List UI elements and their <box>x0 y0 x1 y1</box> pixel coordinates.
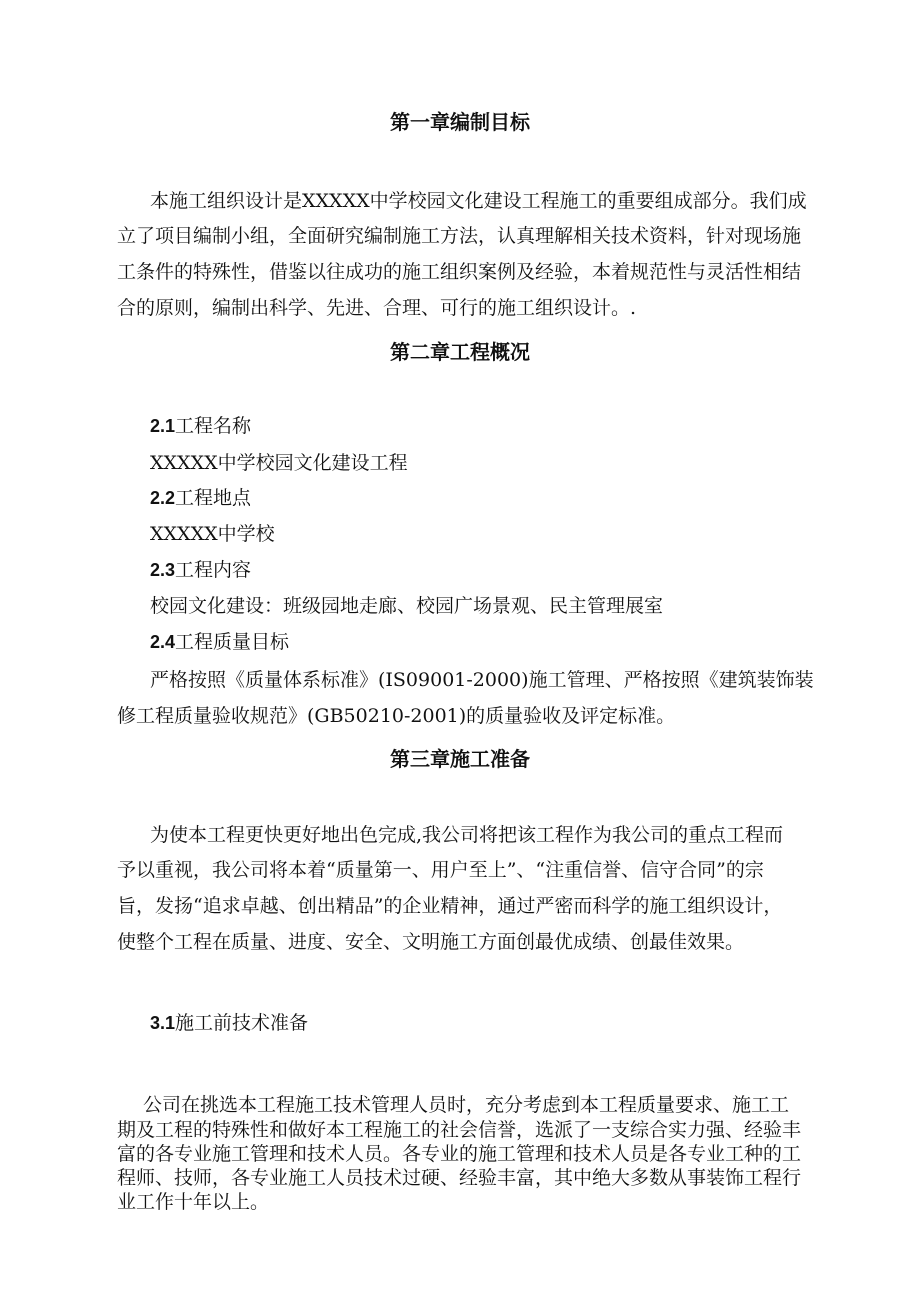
chapter1-line-2: 立了项目编制小组，全面研究编制施工方法，认真理解相关技术资料，针对现场施 <box>117 225 802 247</box>
chapter3-intro-line-2: 予以重视，我公司将本着“质量第一、用户至上”、“注重信誉、信守合同”的宗 <box>117 859 764 881</box>
chapter3-intro-line-3: 旨，发扬“追求卓越、创出精品”的企业精神，通过严密而科学的施工组织设计， <box>117 895 783 917</box>
section-2-4-heading <box>150 630 289 654</box>
section-title: 工程地点 <box>175 487 252 509</box>
section-title: 施工前技术准备 <box>175 1012 309 1034</box>
section-2-4-content-line-2: 修工程质量验收规范》(GB50210-2001)的质量验收及评定标准。 <box>117 705 676 727</box>
chapter1-title: 第一章编制目标 <box>390 110 530 134</box>
chapter3-title: 第三章施工准备 <box>390 747 530 771</box>
section-3-1-heading <box>150 1011 308 1035</box>
section-3-1-line-5: 业工作十年以上。 <box>117 1191 270 1213</box>
chapter1-line-1: 本施工组织设计是XXXXX中学校园文化建设工程施工的重要组成部分。我们成 <box>150 190 807 212</box>
section-2-2-heading <box>150 486 251 510</box>
section-title: 工程内容 <box>175 559 252 581</box>
section-number: 3.1 <box>150 1013 176 1033</box>
section-3-1-line-4: 程师、技师，各专业施工人员技术过硬、经验丰富，其中绝大多数从事装饰工程行 <box>117 1167 802 1189</box>
chapter2-title: 第二章工程概况 <box>390 340 530 364</box>
chapter3-intro-line-1: 为使本工程更快更好地出色完成,我公司将把该工程作为我公司的重点工程而 <box>150 824 784 846</box>
section-number: 2.1 <box>150 416 176 436</box>
section-title: 工程质量目标 <box>175 631 290 653</box>
section-2-2-content: XXXXX中学校 <box>150 523 275 545</box>
section-3-1-line-1: 公司在挑选本工程施工技术管理人员时，充分考虑到本工程质量要求、施工工 <box>143 1094 790 1116</box>
section-number: 2.4 <box>150 632 176 652</box>
chapter1-line-4: 合的原则，编制出科学、先进、合理、可行的施工组织设计。. <box>117 297 637 319</box>
section-number: 2.3 <box>150 560 176 580</box>
section-2-3-heading <box>150 558 251 582</box>
section-3-1-line-3: 富的各专业施工管理和技术人员。各专业的施工管理和技术人员是各专业工种的工 <box>117 1143 802 1165</box>
section-2-3-content: 校园文化建设：班级园地走廊、校园广场景观、民主管理展室 <box>150 595 664 617</box>
section-number: 2.2 <box>150 488 176 508</box>
section-2-1-heading <box>150 414 251 438</box>
section-2-4-content-line-1: 严格按照《质量体系标准》(IS09001-2000)施工管理、严格按照《建筑装饰装 <box>150 669 814 691</box>
section-2-1-content: XXXXX中学校园文化建设工程 <box>150 452 408 474</box>
section-3-1-line-2: 期及工程的特殊性和做好本工程施工的社会信誉，选派了一支综合实力强、经验丰 <box>117 1119 802 1141</box>
chapter3-intro-line-4: 使整个工程在质量、进度、安全、文明施工方面创最优成绩、创最佳效果。 <box>117 931 745 953</box>
section-title: 工程名称 <box>175 415 252 437</box>
chapter1-line-3: 工条件的特殊性，借鉴以往成功的施工组织案例及经验，本着规范性与灵活性相结 <box>117 261 802 283</box>
